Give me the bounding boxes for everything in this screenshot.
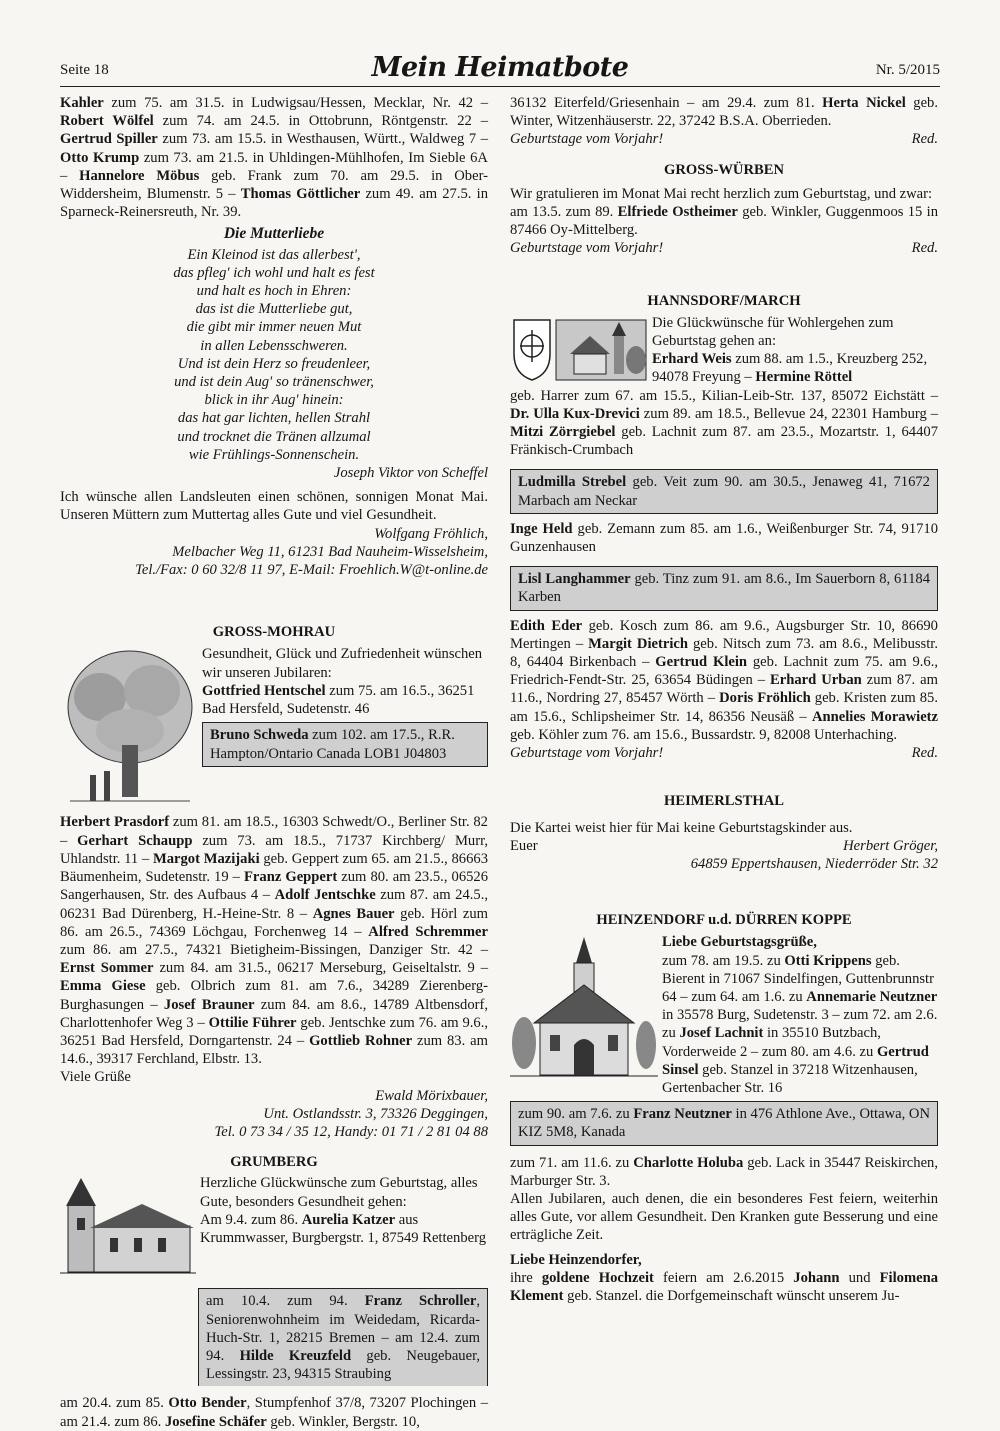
grumberg-intro: Herzliche Glückwünsche zum Geburtstag, alles Gute, besonders Gesundheit gehen:	[200, 1175, 478, 1210]
editor-mark: Red.	[911, 240, 938, 257]
gross-mohrau-list: Herbert Prasdorf zum 81. am 18.5., 16303 Schwedt/O., Berliner Str. 82 – Gerhart Schaupp zum 73. am 18.5., 71737 Kirchberg/ Murr, Uhlandstr. 11 – Margot Mazijaki geb. Geppert zum 65. am 21.5., 86663 Bäumenheim, Sudetenstr. 19 – Franz Geppert zum 80. am 23.5., 06526 Sangerhausen, Str. des Aufbaus 4 – Adolf Jentschke zum 87. am 24.5., 06231 Bad Dürenberg, H.-Heine-Str. 8 – Agnes Bauer geb. Hörl zum 86. am 26.5., 74369 Löchgau, Forchenweg 14 – Alfred Schremmer zum 86. am 27.5., 74321 Bietigheim-Bissingen, Danziger Str. 42 – Ernst Sommer zum 84. am 31.5., 06217 Merseburg, Geiseltalstr. 9 – Emma Giese geb. Olbrich zum 81. am 7.6., 34289 Zierenberg-Burghasungen – Josef Brauner zum 84. am 8.6., 14789 Altbensdorf, Charlottenhofer Weg 3 – Ottilie Führer geb. Jentschke zum 76. am 9.6., 36251 Bad Hersfeld, Dorngartenstr. 24 – Gottlieb Rohner zum 83. am 14.6., 39317 Ferchland, Elbstr. 13.	[60, 814, 489, 1068]
coat-of-arms	[510, 314, 648, 384]
signature-line: Tel./Fax: 0 60 32/8 11 97, E-Mail: Froehlich.W@t-online.de	[135, 562, 488, 579]
heimerlsthal-text: Die Kartei weist hier für Mai keine Geburtstagskinder aus.	[510, 819, 853, 836]
continued-text: 36132 Eiterfeld/Griesenhain – am 29.4. zum 81. Herta Nickel geb. Winter, Witzenhäuserstr. 22, 37242 B.S.A. Oberrieden.	[510, 95, 938, 130]
page-number: Seite 18	[60, 62, 109, 78]
issue-number: Nr. 5/2015	[875, 62, 940, 78]
intro-paragraph: Kahler zum 75. am 31.5. in Ludwigsau/Hessen, Mecklar, Nr. 42 – Robert Wölfel zum 74. am 24.5. in Ottobrunn, Röntgenstr. 22 – Gertrud Spiller zum 73. am 15.5. in Westhausen, Württ., Waldweg 7 – Otto Krump zum 73. am 21.5. in Uhldingen-Mühlhofen, Im Sieble 6A – Hannelore Möbus geb. Frank zum 70. am 29.5. in Ober-Widdersheim, Blumenstr. 5 – Thomas Göttlicher zum 49. am 27.5. in Sparneck-Reinersreuth, Nr. 39.	[60, 95, 488, 221]
heinzendorf-wishes: Allen Jubilaren, auch denen, die ein besonderes Fest feiern, weiterhin alles Gute, vor allem Gesundheit. Den Kranken gute Besserung und eine erträgliche Zeit.	[510, 1190, 938, 1244]
may-wishes: Ich wünsche allen Landsleuten einen schönen, sonnigen Monat Mai. Unseren Müttern zum Muttertag alles Gute und viel Gesundheit.	[60, 489, 488, 524]
highlight-box: Bruno Schweda zum 102. am 17.5., R.R. Hampton/Ontario Canada LOB1 J04803	[202, 722, 488, 766]
masthead-title: Mein Heimatbote	[371, 52, 629, 83]
section-title-gross-wuerben: GROSS-WÜRBEN	[663, 161, 784, 178]
tree-illustration	[60, 645, 198, 813]
section-title-hannsdorf: HANNSDORF/MARCH	[647, 292, 801, 309]
section-title-grumberg: GRUMBERG	[230, 1154, 318, 1171]
gross-wuerben-intro: Wir gratulieren im Monat Mai recht herzlich zum Geburtstag, und zwar:	[510, 185, 933, 202]
poem-title: Die Mutterliebe	[223, 225, 325, 243]
signature-line: Wolfgang Fröhlich,	[374, 525, 488, 542]
list-item: am 13.5. zum 89. Elfriede Ostheimer geb. Winkler, Guggenmoos 15 in 87466 Oy-Mittelberg.	[510, 204, 939, 239]
editor-mark: Red.	[911, 131, 938, 148]
gross-mohrau-intro: Gesundheit, Glück und Zufriedenheit wünschen wir unseren Jubilaren:	[202, 646, 483, 681]
signature-line: 64859 Eppertshausen, Niederröder Str. 32	[690, 855, 938, 872]
signature-line: Unt. Ostlandsstr. 3, 73326 Deggingen,	[263, 1105, 488, 1122]
hannsdorf-list-2: Edith Eder geb. Kosch zum 86. am 9.6., Augsburger Str. 10, 86690 Mertingen – Margit Dietrich geb. Nitsch zum 73. am 8.6., Melibusstr. 8, 64404 Birkenbach – Gertrud Klein geb. Lachnit zum 75. am 9.6., Friedrich-Fendt-Str. 25, 63654 Büdingen – Erhard Urban zum 87. am 11.6., Nordring 27, 85457 Wörth – Doris Fröhlich geb. Kristen zum 85. am 15.6., Schlipsheimer Str. 14, 86356 Neusäß – Annelies Morawietz geb. Köhler zum 76. am 15.6., Bussardstr. 9, 82008 Unterhaching.	[510, 617, 939, 743]
poem: Ein Kleinod ist das allerbest', das pfleg' ich wohl und halt es fest und halt es hoch in Ehren: das ist die Mutterliebe gut, die gibt mir immer neuen Mut in allen Lebensschweren. Und ist dein Herz so freudenleer, und ist dein Aug' so tränenschwer, blick in ihr Aug' hinein: das hat gar lichten, hellen Strahl und trocknet die Tränen allzumal wie Frühlings-Sonnenschein.	[173, 246, 375, 463]
grumberg-list: am 20.4. zum 85. Otto Bender, Stumpfenhof 37/8, 73207 Plochingen – am 21.4. zum 86. Josefine Schäfer geb. Winkler, Bergstr. 10,	[60, 1395, 488, 1430]
previous-year-note: Geburtstage vom Vorjahr!	[510, 240, 664, 257]
highlight-box: zum 90. am 7.6. zu Franz Neutzner in 476 Athlone Ave., Ottawa, ON KIZ 5M8, Kanada	[510, 1101, 938, 1145]
note-row	[510, 130, 938, 148]
list-item: zum 78. am 19.5. zu Otti Krippens geb. Bierent in 71067 Sindelfingen, Guttenbrunnstr 64 – zum 64. am 1.6. zu Annemarie Neutzner in 35578 Burg, Sudetenstr. 3 – zum 72. am 2.6. zu Josef Lachnit in 35510 Butzbach, Vorderweide 2 – zum 80. am 4.6. zu Gertrud Sinsel geb. Stanzel in 37218 Witzenhausen, Gertenbacher Str. 16	[662, 952, 938, 1096]
list-item: Am 9.4. zum 86. Aurelia Katzer aus Krummwasser, Burgbergstr. 1, 87549 Rettenberg	[200, 1211, 486, 1246]
heinzendorf-block	[510, 933, 938, 1097]
list-item: zum 71. am 11.6. zu Charlotte Holuba geb. Lack in 35447 Reiskirchen, Marburger Str. 3.	[510, 1154, 939, 1189]
highlight-box: am 10.4. zum 94. Franz Schroller, Seniorenwohnheim im Weidedam, Ricarda-Huch-Str. 1, 28215 Bremen – am 12.4. zum 94. Hilde Kreuzfeld geb. Neugebauer, Lessingstr. 23, 94315 Straubing	[198, 1288, 488, 1386]
signature-row: Euer Herbert Gröger,	[510, 837, 938, 854]
highlight-box: Ludmilla Strebel geb. Veit zum 90. am 30.5., Jenaweg 41, 71672 Marbach am Neckar	[510, 469, 938, 513]
heinzendorf-greeting: Liebe Geburtstagsgrüße,	[662, 934, 817, 951]
signature-line: Tel. 0 73 34 / 35 12, Handy: 01 71 / 2 81 04 88	[214, 1123, 488, 1140]
golden-wedding: ihre goldene Hochzeit feiern am 2.6.2015 Johann und Filomena Klement geb. Stanzel. die Dorfgemeinschaft wünscht unserem Ju-	[510, 1269, 939, 1304]
grumberg-block	[60, 1174, 488, 1284]
hannsdorf-list: geb. Harrer zum 67. am 15.5., Kilian-Leib-Str. 137, 85072 Eichstätt – Dr. Ulla Kux-Drevici zum 89. am 18.5., Bellevue 24, 22301 Hamburg – Mitzi Zörrgiebel geb. Lachnit zum 87. am 23.5., Mozartstr. 1, 64407 Fränkisch-Crumbach	[510, 387, 938, 459]
left-column	[60, 94, 488, 1431]
hannsdorf-intro: Die Glückwünsche für Wohlergehen zum Geburtstag gehen an:	[652, 314, 894, 350]
section-title-heimerlsthal: HEIMERLSTHAL	[663, 793, 785, 810]
poem-author: Joseph Viktor von Scheffel	[333, 465, 488, 482]
gross-mohrau-block	[60, 645, 488, 813]
list-item: Gottfried Hentschel zum 75. am 16.5., 36251 Bad Hersfeld, Sudetenstr. 46	[202, 682, 475, 718]
section-title-heinzendorf: HEINZENDORF u.d. DÜRREN KOPPE	[596, 912, 852, 929]
highlight-box: Lisl Langhammer geb. Tinz zum 91. am 8.6., Im Sauerborn 8, 61184 Karben	[510, 566, 938, 610]
church-illustration	[60, 1174, 196, 1284]
list-item: Erhard Weis zum 88. am 1.5., Kreuzberg 252, 94078 Freyung – Hermine Röttel	[652, 351, 928, 386]
section-title-gross-mohrau: GROSS-MOHRAU	[212, 624, 336, 641]
previous-year-note: Geburtstage vom Vorjahr!	[510, 745, 664, 762]
right-column	[510, 94, 938, 1305]
signature-line: Melbacher Weg 11, 61231 Bad Nauheim-Wisselsheim,	[172, 543, 488, 560]
previous-year-note: Geburtstage vom Vorjahr!	[510, 131, 664, 148]
note-row	[510, 239, 938, 257]
signature-line: Ewald Mörixbauer,	[375, 1087, 488, 1104]
chapel-illustration	[510, 933, 658, 1091]
list-item: Inge Held geb. Zemann zum 85. am 1.6., Weißenburger Str. 74, 91710 Gunzenhausen	[510, 520, 939, 556]
note-row	[510, 744, 938, 762]
greeting: Viele Grüße	[60, 1069, 131, 1086]
heinzendorf-salutation: Liebe Heinzendorfer,	[510, 1251, 642, 1268]
header-rule	[60, 86, 940, 87]
hannsdorf-block	[510, 314, 938, 387]
editor-mark: Red.	[911, 745, 938, 762]
